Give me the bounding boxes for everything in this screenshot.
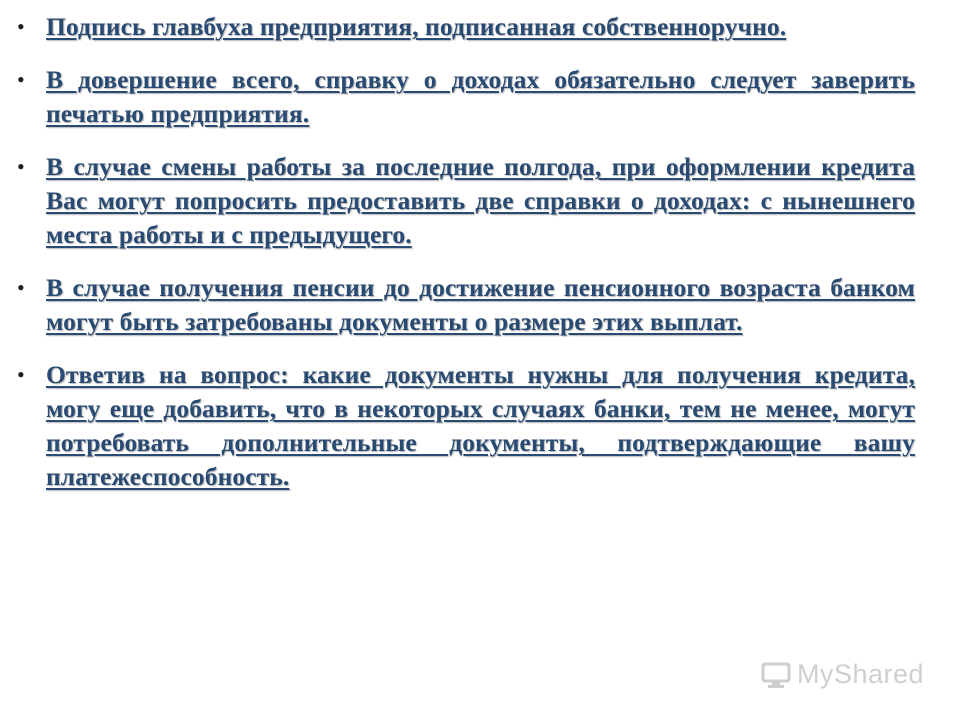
bullet-text: В довершение всего, справку о доходах обязательно следует заверить печатью предприятия. — [46, 65, 915, 128]
myshared-logo-icon — [761, 661, 793, 689]
bullet-icon: • — [17, 67, 25, 92]
bullet-item-stamp — [17, 63, 915, 131]
bullet-item-signature — [17, 10, 915, 44]
bullet-text: В случае получения пенсии до достижение пенсионного возраста банком могут быть затребованы документы о размере этих выплат. — [46, 273, 915, 336]
bullet-text: Ответив на вопрос: какие документы нужны для получения кредита, могу еще добавить, что в некоторых случаях банки, тем не менее, могут потребовать дополнительные документы, подтверждающие вашу платежеспособность. — [46, 360, 915, 491]
bullet-item-additional-documents — [17, 358, 915, 494]
bullet-icon: • — [17, 14, 25, 39]
bullet-text: Подпись главбуха предприятия, подписанная собственноручно. — [46, 12, 787, 41]
bullet-icon: • — [17, 362, 25, 387]
bullet-item-job-change — [17, 150, 915, 252]
bullet-icon: • — [17, 154, 25, 179]
watermark-text: MyShared — [796, 659, 924, 689]
bullet-list — [17, 10, 915, 513]
bullet-text: В случае смены работы за последние полгода, при оформлении кредита Вас могут попросить предоставить две справки о доходах: с нынешнего места работы и с предыдущего. — [46, 152, 915, 249]
bullet-icon: • — [17, 275, 25, 300]
bullet-item-pension — [17, 271, 915, 339]
watermark — [761, 659, 924, 690]
